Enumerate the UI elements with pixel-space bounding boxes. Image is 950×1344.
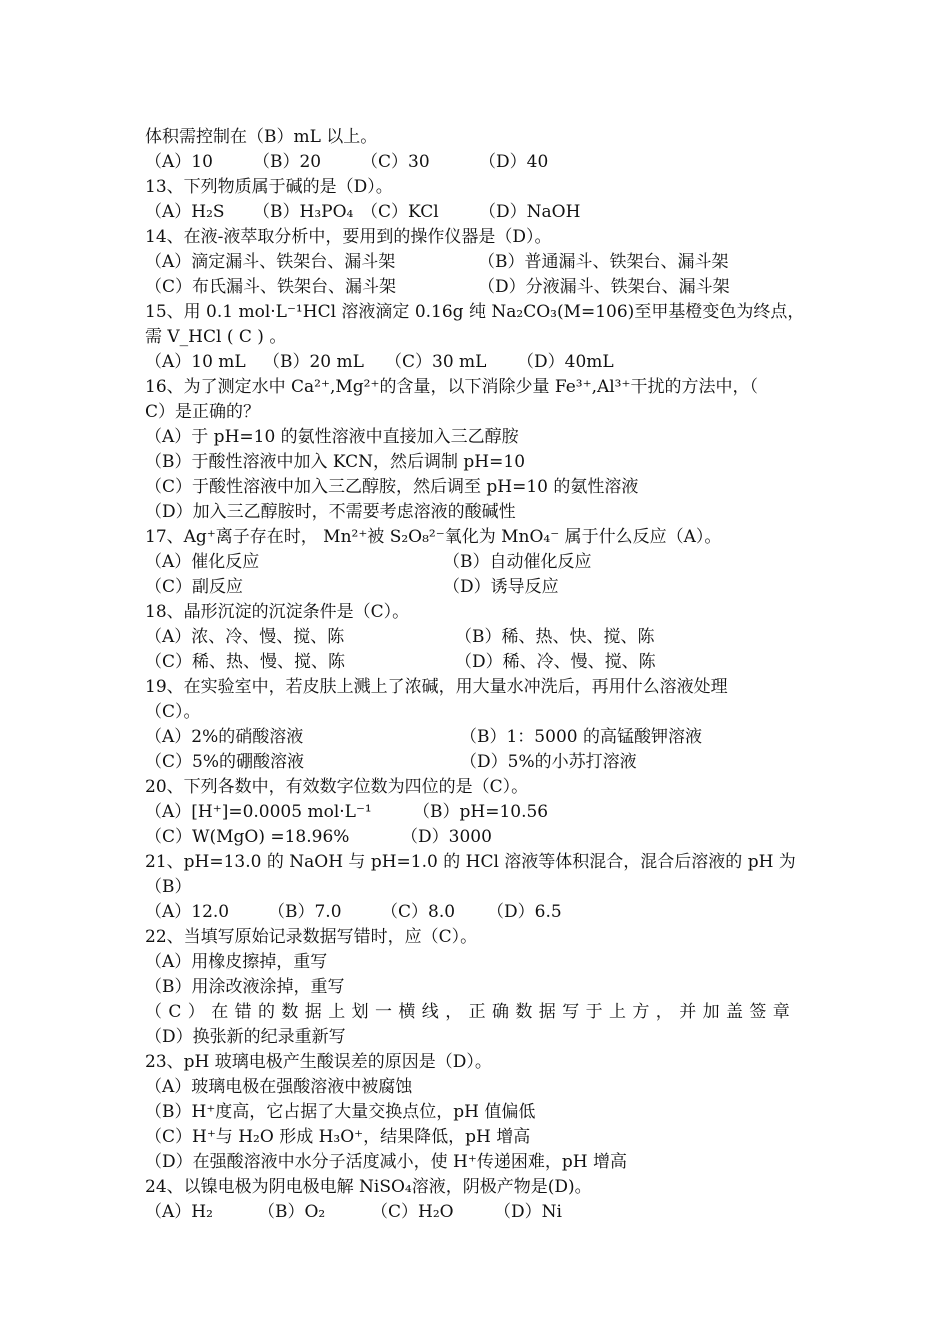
option-b: （B）普通漏斗、铁架台、漏斗架 [478,252,729,272]
question-15: 15、用 0.1 mol·L⁻¹HCl 溶液滴定 0.16g 纯 Na₂CO₃(M=106)至甲基橙变色为终点， [145,302,805,322]
options-row [145,825,815,849]
text-line: C）是正确的？ [145,402,261,422]
options-row [145,200,815,224]
options-row [145,250,815,274]
option-b: （B）O₂ [258,1202,326,1222]
question-22: 22、当填写原始记录数据写错时，应（C）。 [145,927,478,947]
option-c: （C）30 mL [385,352,487,372]
option-c: （C）H₂O [371,1202,454,1222]
option-b: （B）1：5000 的高锰酸钾溶液 [460,727,702,747]
option-c: （C）在错的数据上划一横线，正确数据写于上方，并加盖签章 [145,1002,797,1022]
option-a: （A）浓、冷、慢、搅、陈 [145,627,345,647]
text-line: （B） [145,877,192,897]
question-21: 21、pH=13.0 的 NaOH 与 pH=1.0 的 HCl 溶液等体积混合，混合后溶液的 pH 为 [145,852,796,872]
option-c: （C）稀、热、慢、搅、陈 [145,652,346,672]
option-d: （D）6.5 [487,902,562,922]
question-23: 23、pH 玻璃电极产生酸误差的原因是（D）。 [145,1052,492,1072]
option-a: （A）滴定漏斗、铁架台、漏斗架 [145,252,396,272]
option-a: （A）催化反应 [145,552,260,572]
option-c: （C）于酸性溶液中加入三乙醇胺，然后调至 pH=10 的氨性溶液 [145,477,639,497]
option-d: （D）40mL [517,352,614,372]
option-d: （D）5%的小苏打溶液 [460,752,637,772]
option-c: （C）副反应 [145,577,244,597]
option-c: （C）30 [361,152,430,172]
option-a: （A）10 [145,152,213,172]
option-b: （B）20 mL [263,352,364,372]
question-17: 17、Ag⁺离子存在时， Mn²⁺被 S₂O₈²⁻氧化为 MnO₄⁻ 属于什么反应（A）。 [145,527,722,547]
option-d: （D）加入三乙醇胺时，不需要考虑溶液的酸碱性 [145,502,516,522]
option-b: （B）用涂改液涂掉，重写 [145,977,345,997]
options-row [145,275,815,299]
option-b: （B）20 [253,152,322,172]
options-row [145,150,815,174]
option-c: （C）8.0 [381,902,456,922]
options-row [145,725,815,749]
options-row [145,550,815,574]
option-d: （D）在强酸溶液中水分子活度减小，使 H⁺传递困难，pH 增高 [145,1152,627,1172]
options-row [145,750,815,774]
option-c: （C）KCl [361,202,439,222]
option-a: （A）2%的硝酸溶液 [145,727,304,747]
option-b: （B）H₃PO₄ [253,202,354,222]
options-row [145,650,815,674]
option-a: （A）于 pH=10 的氨性溶液中直接加入三乙醇胺 [145,427,519,447]
options-row [145,575,815,599]
text-line: （C）。 [145,702,201,722]
question-24: 24、以镍电极为阴电极电解 NiSO₄溶液，阴极产物是(D)。 [145,1177,592,1197]
option-b: （B）7.0 [268,902,342,922]
options-row [145,900,815,924]
option-d: （D）稀、冷、慢、搅、陈 [455,652,656,672]
option-a: （A）用橡皮擦掉，重写 [145,952,328,972]
question-13: 13、下列物质属于碱的是（D）。 [145,177,393,197]
option-a: （A）12.0 [145,902,230,922]
options-row [145,1200,815,1224]
option-c: （C）H⁺与 H₂O 形成 H₃O⁺，结果降低，pH 增高 [145,1127,531,1147]
option-d: （D）NaOH [479,202,581,222]
question-16: 16、为了测定水中 Ca²⁺,Mg²⁺的含量，以下消除少量 Fe³⁺,Al³⁺干扰的方法中，（ [145,377,758,397]
option-a: （A）玻璃电极在强酸溶液中被腐蚀 [145,1077,413,1097]
option-c: （C）5%的硼酸溶液 [145,752,304,772]
option-b: （B）于酸性溶液中加入 KCN，然后调制 pH=10 [145,452,526,472]
option-a: （A）H₂S [145,202,225,222]
option-d: （D）分液漏斗、铁架台、漏斗架 [478,277,730,297]
option-a: （A）10 mL [145,352,246,372]
question-19: 19、在实验室中，若皮肤上溅上了浓碱，用大量水冲洗后，再用什么溶液处理 [145,677,728,697]
option-d: （D）40 [479,152,549,172]
question-18: 18、晶形沉淀的沉淀条件是（C）。 [145,602,410,622]
option-b: （B）自动催化反应 [443,552,592,572]
question-14: 14、在液-液萃取分析中，要用到的操作仪器是（D）。 [145,227,552,247]
option-b: （B）H⁺度高，它占据了大量交换点位，pH 值偏低 [145,1102,536,1122]
option-b: （B）pH=10.56 [413,802,549,822]
option-b: （B）稀、热、快、搅、陈 [455,627,655,647]
options-row [145,625,815,649]
option-d: （D）3000 [401,827,492,847]
options-row [145,800,815,824]
option-d: （D）Ni [494,1202,562,1222]
option-d: （D）诱导反应 [443,577,559,597]
question-20: 20、下列各数中，有效数字位数为四位的是（C）。 [145,777,529,797]
option-c: （C）布氏漏斗、铁架台、漏斗架 [145,277,397,297]
options-row [145,350,815,374]
text-line: 体积需控制在（B）mL 以上。 [145,127,378,147]
option-a: （A）[H⁺]=0.0005 mol·L⁻¹ [145,802,372,822]
option-a: （A）H₂ [145,1202,213,1222]
text-line: 需 V_HCl ( C ) 。 [145,327,287,347]
option-c: （C）W(MgO) =18.96% [145,827,350,847]
option-d: （D）换张新的纪录重新写 [145,1027,346,1047]
